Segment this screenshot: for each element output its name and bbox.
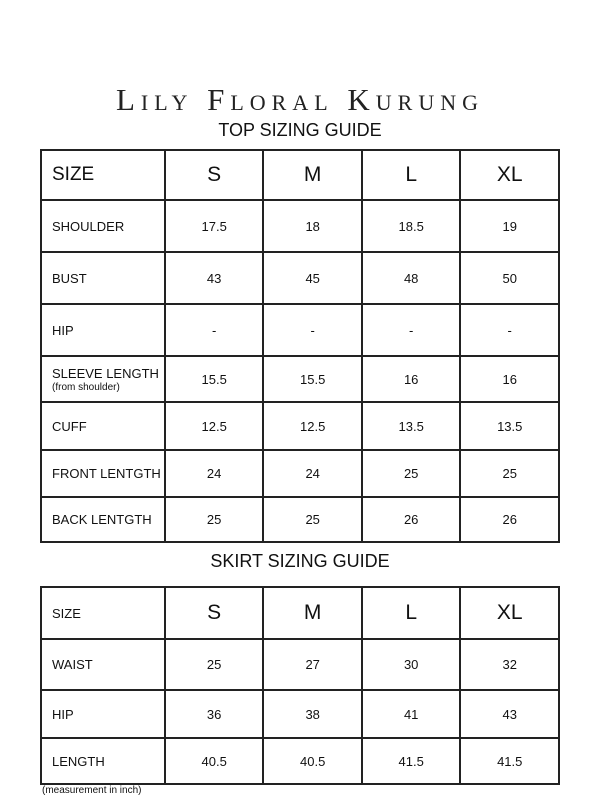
row-label: HIP (41, 304, 165, 356)
header-cell: M (263, 587, 362, 639)
table-cell: 13.5 (460, 402, 559, 450)
row-label-note: (from shoulder) (52, 381, 120, 393)
header-cell: XL (460, 587, 559, 639)
table-cell: 30 (362, 639, 461, 690)
table-cell: 32 (460, 639, 559, 690)
table-cell: 40.5 (263, 738, 362, 784)
table-cell: - (263, 304, 362, 356)
table-header-row (41, 150, 559, 200)
header-cell: SIZE (41, 587, 165, 639)
table-row (41, 738, 559, 784)
top-sizing-heading: TOP SIZING GUIDE (218, 120, 382, 140)
row-label: HIP (41, 690, 165, 738)
table-row (41, 304, 559, 356)
table-cell: - (460, 304, 559, 356)
table-row (41, 450, 559, 497)
row-label (41, 356, 165, 402)
table-row (41, 200, 559, 252)
table-cell: 25 (460, 450, 559, 497)
table-cell: 13.5 (362, 402, 461, 450)
header-cell: SIZE (41, 150, 165, 200)
table-cell: 16 (460, 356, 559, 402)
measurement-note: (measurement in inch) (42, 785, 142, 796)
table-cell: 18.5 (362, 200, 461, 252)
table-cell: 15.5 (165, 356, 264, 402)
table-cell: 24 (165, 450, 264, 497)
table-cell: 25 (165, 639, 264, 690)
table-cell: 50 (460, 252, 559, 304)
table-cell: 12.5 (263, 402, 362, 450)
table-cell: 24 (263, 450, 362, 497)
table-row (41, 252, 559, 304)
header-cell: S (165, 587, 264, 639)
page-title: Lily Floral Kurung (115, 82, 485, 117)
row-label: CUFF (41, 402, 165, 450)
header-cell: L (362, 150, 461, 200)
top-sizing-table (40, 149, 560, 543)
skirt-sizing-table (40, 586, 560, 785)
row-label: FRONT LENTGTH (41, 450, 165, 497)
table-cell: 41.5 (460, 738, 559, 784)
table-row (41, 497, 559, 542)
header-cell: M (263, 150, 362, 200)
table-cell: 26 (362, 497, 461, 542)
table-cell: 15.5 (263, 356, 362, 402)
skirt-sizing-heading: SKIRT SIZING GUIDE (210, 551, 390, 571)
table-cell: 18 (263, 200, 362, 252)
table-cell: 43 (165, 252, 264, 304)
row-label: WAIST (41, 639, 165, 690)
table-cell: 19 (460, 200, 559, 252)
table-cell: - (165, 304, 264, 356)
table-header-row (41, 587, 559, 639)
table-cell: 25 (263, 497, 362, 542)
table-cell: 41 (362, 690, 461, 738)
table-row (41, 639, 559, 690)
table-cell: 38 (263, 690, 362, 738)
table-cell: 12.5 (165, 402, 264, 450)
table-cell: 26 (460, 497, 559, 542)
table-row (41, 356, 559, 402)
table-cell: 45 (263, 252, 362, 304)
table-cell: 27 (263, 639, 362, 690)
table-cell: 25 (362, 450, 461, 497)
row-label: BUST (41, 252, 165, 304)
table-cell: 36 (165, 690, 264, 738)
row-label: SHOULDER (41, 200, 165, 252)
row-label: BACK LENTGTH (41, 497, 165, 542)
table-cell: 41.5 (362, 738, 461, 784)
table-cell: 48 (362, 252, 461, 304)
header-cell: XL (460, 150, 559, 200)
header-cell: L (362, 587, 461, 639)
table-cell: 16 (362, 356, 461, 402)
header-cell: S (165, 150, 264, 200)
table-cell: 40.5 (165, 738, 264, 784)
table-cell: 25 (165, 497, 264, 542)
table-cell: - (362, 304, 461, 356)
row-label: LENGTH (41, 738, 165, 784)
row-label-text: SLEEVE LENGTH (52, 365, 159, 381)
table-cell: 43 (460, 690, 559, 738)
table-row (41, 690, 559, 738)
table-row (41, 402, 559, 450)
table-cell: 17.5 (165, 200, 264, 252)
